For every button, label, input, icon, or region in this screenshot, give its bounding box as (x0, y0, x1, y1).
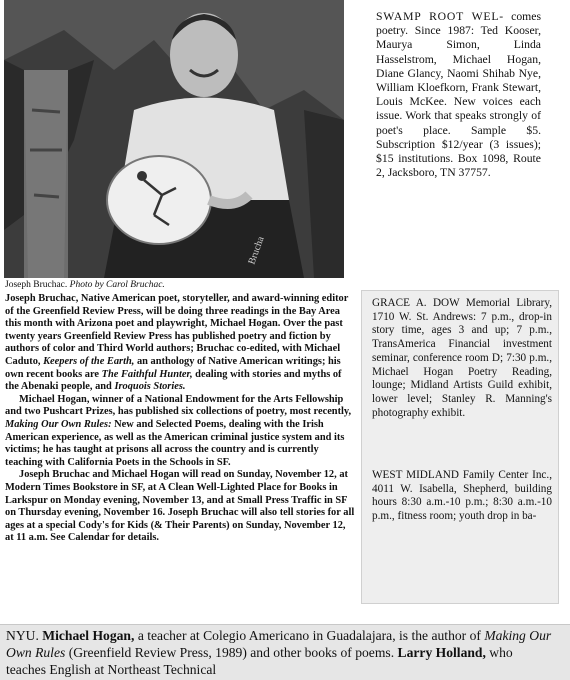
article-text: New and Selected Poems, dealing with the Irish American experience, as well as the American criminal justice system and its victims; he has taught at prisons all across the country and is currently teaching with California Poets in the Schools in SF. (5, 418, 345, 468)
bottom-text: a teacher at Colegio Americano in Guadalajara, is the author of (137, 628, 481, 643)
caption-credit: Photo by Carol Bruchac. (69, 280, 165, 290)
book-title: Making Our Own Rules: (5, 418, 112, 430)
article-paragraph-3: Joseph Bruchac and Michael Hogan will read on Sunday, November 12, at Modern Times Bookstore in SF, at A Clean Well-Lighted Place for Books in Larkspur on Monday evening, November 13, and at Small Press Traffic in SF on Thursday evening, November 16. Joseph Bruchac will also tell stories for all ages at a special Cody's for Kids (& Their Parents) on Sunday, November 12, at 11 a.m. See Calendar for details. (5, 469, 355, 544)
bottom-clipping-text (6, 627, 554, 678)
book-title: Keepers of the Earth, (43, 355, 135, 367)
calendar-listings (361, 290, 559, 604)
grace-dow-listing: GRACE A. DOW Memorial Library, 1710 W. St. Andrews: 7 p.m., drop-in story time, ages 3 and up; 7 p.m., TransAmerica Financial investment seminar, conference room D; 7:30 p.m., Michael Hogan Poetry Reading, lounge; Midland Artists Guild exhibit, lower level; Stanley R. Manning's photography exhibit. (372, 297, 552, 419)
author-photo (4, 0, 344, 278)
article-paragraph-2 (5, 394, 355, 470)
article-paragraph-1 (5, 293, 355, 394)
bottom-clipping (0, 624, 570, 680)
bottom-text: (Greenfield Review Press, 1989) and other books of poems. (68, 645, 395, 660)
article-text: Michael Hogan, winner of a National Endowment for the Arts Fellowship and two Pushcart Prizes, has published six collections of poetry, most recently, (5, 393, 352, 418)
photo-caption (5, 280, 345, 290)
swamp-root-lead: SWAMP ROOT WEL- (376, 10, 504, 23)
person-name: Michael Hogan, (42, 628, 135, 643)
article-text: Joseph Bruchac, Native American poet, storyteller, and award-winning editor of the Greenfield Review Press, will be doing three readings in the Bay Area this month with Arizona poet and playwright, Michael Hogan. Over the past twenty years Greenfield Review Press has published poetry and fiction by authors of color and Third World authors; Bruchac co-edited, with Michael Caduto, (5, 293, 349, 367)
book-title: Iroquois Stories. (114, 381, 186, 393)
swamp-root-listing (376, 10, 541, 180)
book-title: Making Our Own Rules (6, 628, 552, 660)
photo-illustration (4, 0, 344, 278)
person-name: Larry Holland, (397, 645, 486, 660)
article-text: dealing with stories and myths of the Abenaki people, and (5, 368, 342, 393)
bruchac-hogan-article (5, 293, 355, 545)
drum-lettering: Brucha (246, 235, 267, 267)
article-text: an anthology of Native American writings; his own recent books are (5, 355, 341, 380)
west-midland-listing: WEST MIDLAND Family Center Inc., 4011 W. Isabella, Shepherd, building hours 8:30 a.m.-10 p.m.; 8:30 a.m.-10 p.m., fitness room; youth drop in ba- (372, 469, 552, 523)
swamp-root-body: comes poetry. Since 1987: Ted Kooser, Maurya Simon, Linda Hasselstrom, Michael Hogan, Diane Glancy, Naomi Shihab Nye, William Kloefkorn, Frank Stewart, Louis McKee. New voices each issue. Work that speaks strongly of poet's place. Sample $5. Subscription $12/year (3 issues); $15 institutions. Box 1098, Route 2, Jacksboro, TN 37757. (376, 10, 541, 180)
caption-name: Joseph Bruchac. (5, 280, 68, 290)
bottom-text: who teaches English at Northeast Technical (6, 645, 513, 677)
bottom-text: NYU. (6, 628, 39, 643)
book-title: The Faithful Hunter, (101, 368, 193, 380)
